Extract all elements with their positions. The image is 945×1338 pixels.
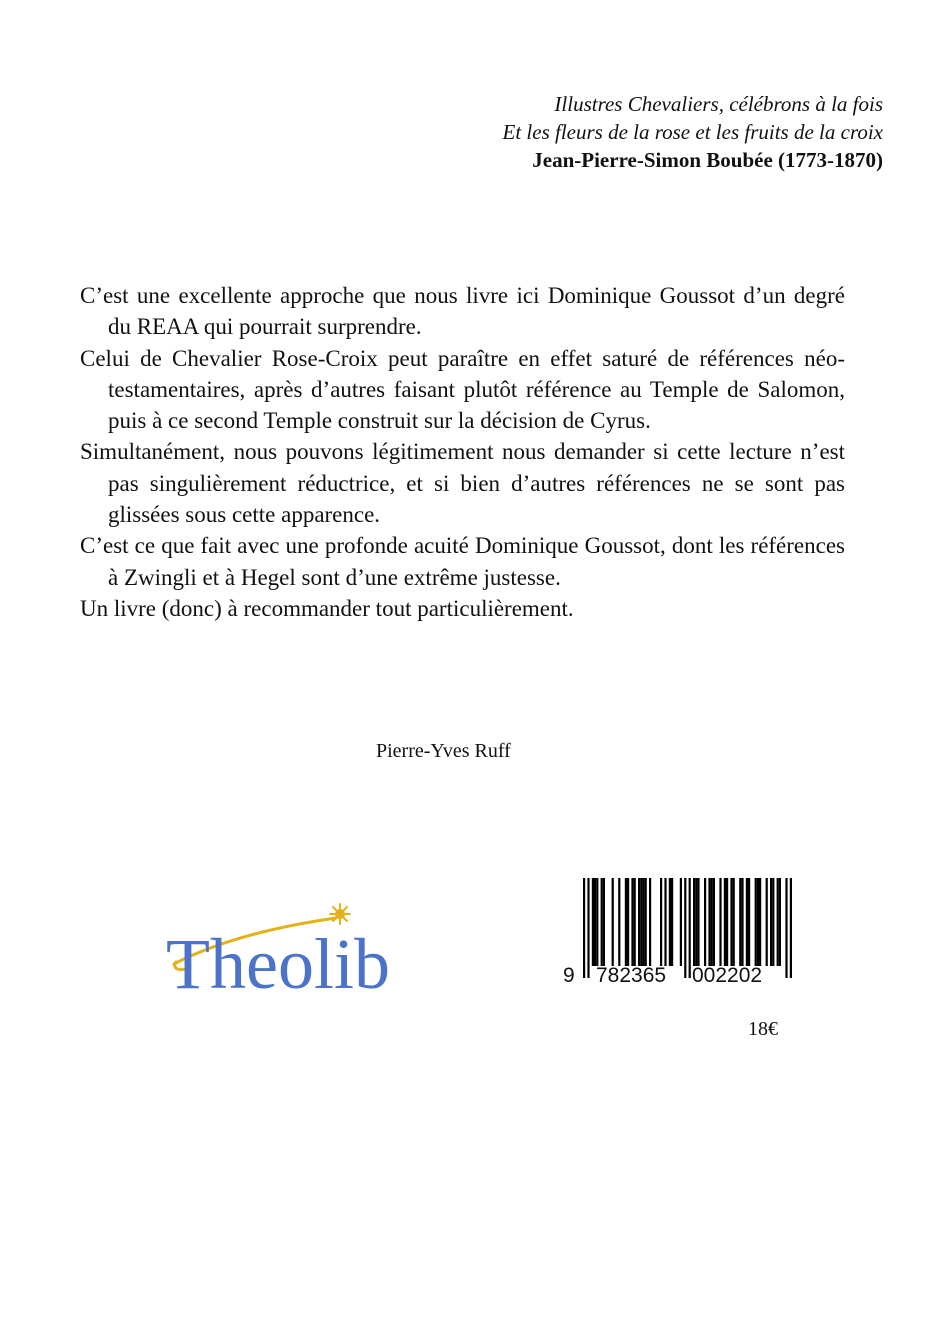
epigraph-author: Jean-Pierre-Simon Boubée (1773-1870) <box>532 148 883 172</box>
barcode-bar <box>612 878 614 966</box>
barcode-bar <box>772 878 774 966</box>
barcode-bar <box>770 878 772 966</box>
barcode-bar <box>748 878 750 966</box>
paragraph-2: Celui de Chevalier Rose-Croix peut paraître en effet saturé de références néo-testamentaires, après d’autres faisant plutôt référence au Temple de Salomon, puis à ce second Temple construit sur la décision de Cyrus. <box>80 345 845 434</box>
paragraph-4: C’est ce que fait avec une profonde acuité Dominique Goussot, dont les références à Zwingli et à Hegel sont d’une extrême justesse. <box>80 533 845 590</box>
barcode-bar <box>592 878 594 966</box>
barcode-bar <box>755 878 757 966</box>
barcode-digits <box>562 964 802 988</box>
barcode-left-group: 782365 <box>596 964 667 987</box>
barcode-bar <box>631 878 633 966</box>
barcode-bar <box>719 878 721 966</box>
barcode-bar <box>724 878 726 966</box>
barcode-bar <box>741 878 743 966</box>
logo-wordmark: Theolib <box>166 924 390 1000</box>
barcode-bar <box>669 878 671 966</box>
barcode-bar <box>596 878 598 966</box>
barcode-bars <box>562 878 802 978</box>
barcode-bar <box>766 878 768 966</box>
epigraph-line-2: Et les fleurs de la rose et les fruits de la croix <box>502 120 883 144</box>
price: 18€ <box>748 1018 778 1040</box>
paragraph-5: Un livre (donc) à recommander tout particulièrement. <box>80 595 574 621</box>
barcode-bar <box>757 878 759 966</box>
barcode-bar <box>713 878 715 966</box>
barcode-bar <box>759 878 761 966</box>
barcode-bar <box>746 878 748 966</box>
barcode-bar <box>689 878 691 978</box>
barcode-bar <box>680 878 682 966</box>
theolib-logo <box>160 900 390 1000</box>
barcode-bar <box>664 878 666 966</box>
barcode-bar <box>649 878 651 966</box>
barcode-bar <box>645 878 647 966</box>
barcode-bar <box>730 878 732 966</box>
barcode-bar <box>684 878 686 978</box>
barcode-bar <box>625 878 627 966</box>
barcode-bar <box>638 878 640 966</box>
barcode-bar <box>695 878 697 966</box>
barcode-bar <box>603 878 605 966</box>
barcode-bar <box>726 878 728 966</box>
barcode-bar <box>790 878 792 978</box>
barcode-bar <box>697 878 699 966</box>
isbn-barcode <box>562 878 802 990</box>
epigraph <box>503 90 883 174</box>
barcode-bar <box>704 878 706 966</box>
barcode-bar <box>618 878 620 966</box>
barcode-bar <box>594 878 596 966</box>
barcode-bar <box>739 878 741 966</box>
barcode-bar <box>708 878 710 966</box>
barcode-bar <box>640 878 642 966</box>
barcode-bar <box>785 878 787 978</box>
barcode-bar <box>733 878 735 966</box>
barcode-bar <box>711 878 713 966</box>
paragraph-3: Simultanément, nous pouvons légitimement nous demander si cette lecture n’est pas singulièrement réductrice, et si bien d’autres références ne se sont pas glissées sous cette apparence. <box>80 439 845 528</box>
back-cover-text <box>80 280 845 624</box>
barcode-bar <box>660 878 662 966</box>
barcode-bar <box>777 878 779 966</box>
epigraph-line-1: Illustres Chevaliers, célébrons à la fois <box>554 92 883 116</box>
barcode-bar <box>671 878 673 966</box>
barcode-bar <box>627 878 629 966</box>
barcode-right-group: 002202 <box>692 964 763 987</box>
barcode-bar <box>583 878 585 978</box>
signature: Pierre-Yves Ruff <box>376 740 511 762</box>
barcode-bar <box>642 878 644 966</box>
barcode-bar <box>693 878 695 966</box>
barcode-first-digit: 9 <box>563 964 575 987</box>
star-icon <box>330 904 350 924</box>
paragraph-1: C’est une excellente approche que nous livre ici Dominique Goussot d’un degré du REAA qui pourrait surprendre. <box>80 283 845 340</box>
barcode-bar <box>587 878 589 978</box>
barcode-bar <box>634 878 636 966</box>
barcode-bar <box>779 878 781 966</box>
barcode-bar <box>601 878 603 966</box>
